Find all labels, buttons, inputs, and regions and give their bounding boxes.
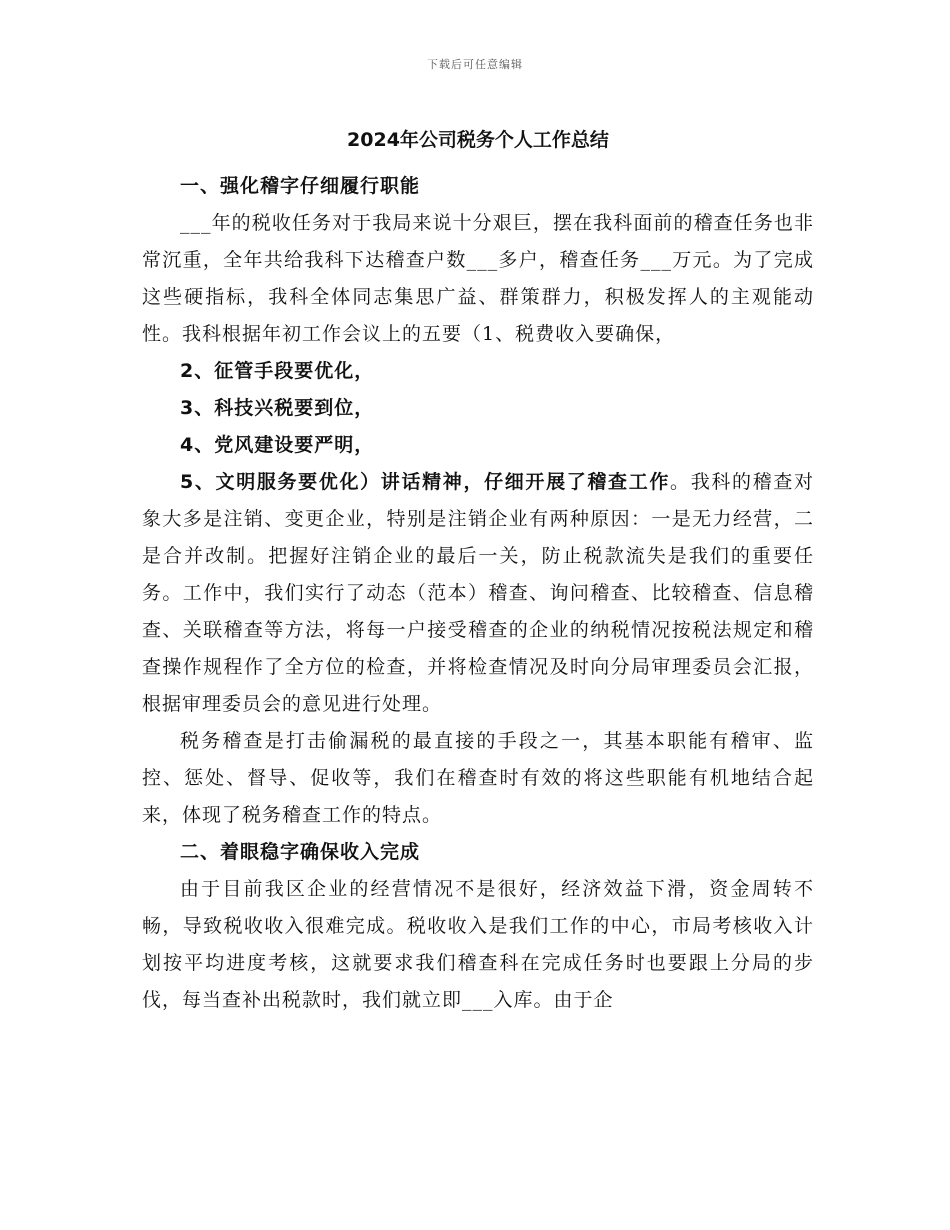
page-header-note: 下载后可任意编辑: [427, 58, 523, 71]
paragraph-1: ___年的税收任务对于我局来说十分艰巨，摆在我科面前的稽查任务也非常沉重，全年共给我科下达稽查户数___多户，稽查任务___万元。为了完成这些硬指标，我科全体同志集思广益、群策群力，积极发挥人的主观能动性。我科根据年初工作会议上的五要（1、税费收入要确保，: [142, 212, 814, 345]
list-item-4: 4、党风建设要严明，: [180, 434, 375, 456]
document-title: 2024年公司税务个人工作总结: [347, 129, 609, 151]
paragraph-2: 税务稽查是打击偷漏税的最直接的手段之一，其基本职能有稽审、监控、惩处、督导、促收等，我们在稽查时有效的将这些职能有机地结合起来，体现了税务稽查工作的特点。: [142, 730, 814, 826]
list-item-2: 2、征管手段要优化，: [180, 360, 375, 382]
paragraph-item-5: [142, 464, 814, 723]
section-heading-1: 一、强化稽字仔细履行职能: [180, 175, 421, 197]
list-item-5-rest: 。我科的稽查对象大多是注销、变更企业，特别是注销企业有两种原因：一是无力经营，二是合并改制。把握好注销企业的最后一关，防止税款流失是我们的重要任务。工作中，我们实行了动态（范本）稽查、询问稽查、比较稽查、信息稽查、关联稽查等方法，将每一户接受稽查的企业的纳税情况按税法规定和稽查操作规程作了全方位的检查，并将检查情况及时向分局审理委员会汇报，根据审理委员会的意见进行处理。: [142, 471, 814, 715]
document-body: [142, 122, 814, 1019]
paragraph-3: 由于目前我区企业的经营情况不是很好，经济效益下滑，资金周转不畅，导致税收收入很难完成。税收收入是我们工作的中心，市局考核收入计划按平均进度考核，这就要求我们稽查科在完成任务时也要跟上分局的步伐，每当查补出税款时，我们就立即___入库。由于企: [142, 878, 814, 1011]
section-heading-2: 二、着眼稳字确保收入完成: [180, 841, 421, 863]
list-item-5-bold: 5、文明服务要优化）讲话精神，仔细开展了稽查工作: [180, 471, 671, 493]
list-item-3: 3、科技兴税要到位，: [180, 397, 375, 419]
